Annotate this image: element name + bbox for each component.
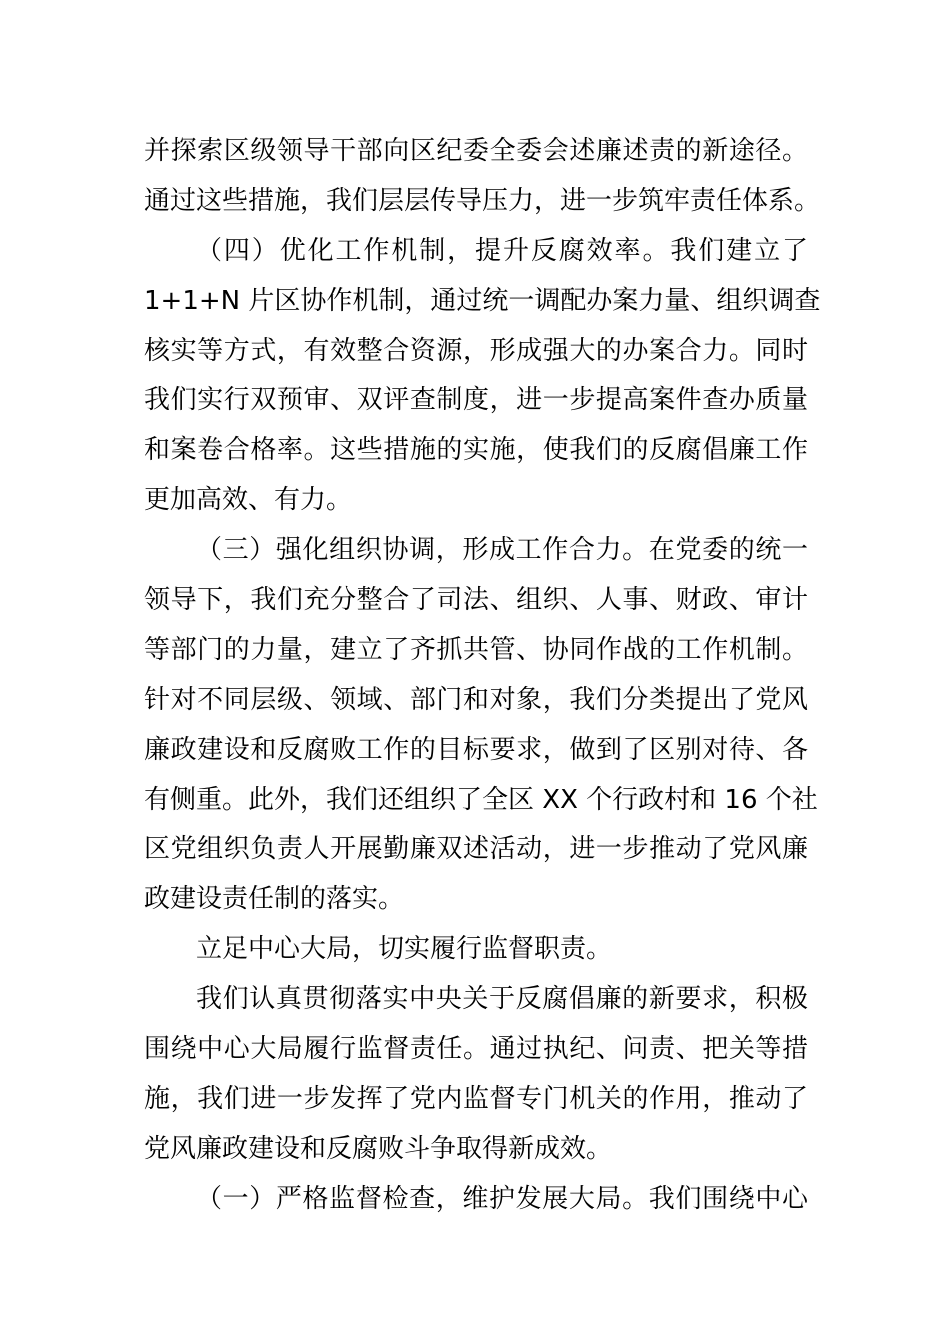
text-line: 廉政建设和反腐败工作的目标要求，做到了区别对待、各	[144, 734, 808, 765]
text-line: 通过这些措施，我们层层传导压力，进一步筑牢责任体系。	[144, 185, 821, 216]
text-line: 和案卷合格率。这些措施的实施，使我们的反腐倡廉工作	[144, 435, 808, 466]
text-line: 1+1+N 片区协作机制，通过统一调配办案力量、组织调查	[144, 285, 821, 316]
text-line: 有侧重。此外，我们还组织了全区 XX 个行政村和 16 个社	[144, 784, 818, 815]
text-line: 围绕中心大局履行监督责任。通过执纪、问责、把关等措	[144, 1034, 808, 1065]
text-line: 我们实行双预审、双评查制度，进一步提高案件查办质量	[144, 385, 808, 416]
text-line: 并探索区级领导干部向区纪委全委会述廉述责的新途径。	[144, 136, 808, 166]
text-line: 我们认真贯彻落实中央关于反腐倡廉的新要求，积极	[196, 984, 808, 1015]
text-line: 政建设责任制的落实。	[144, 884, 405, 915]
text-line: 区党组织负责人开展勤廉双述活动，进一步推动了党风廉	[144, 834, 808, 865]
section-heading-line: （一）严格监督检查，维护发展大局。我们围绕中心	[196, 1183, 808, 1214]
subheading-line: 立足中心大局，切实履行监督职责。	[196, 934, 613, 965]
body-text	[144, 127, 821, 1225]
section-heading-line: （四）优化工作机制，提升反腐效率。我们建立了	[196, 235, 808, 266]
text-line: 等部门的力量，建立了齐抓共管、协同作战的工作机制。	[144, 634, 808, 665]
text-line: 施，我们进一步发挥了党内监督专门机关的作用，推动了	[144, 1083, 808, 1114]
text-line: 党风廉政建设和反腐败斗争取得新成效。	[144, 1133, 613, 1164]
text-line: 更加高效、有力。	[144, 485, 353, 516]
text-line: 领导下，我们充分整合了司法、组织、人事、财政、审计	[144, 585, 808, 616]
section-heading-line: （三）强化组织协调，形成工作合力。在党委的统一	[196, 535, 808, 566]
text-line: 针对不同层级、领域、部门和对象，我们分类提出了党风	[144, 684, 808, 715]
text-line: 核实等方式，有效整合资源，形成强大的办案合力。同时	[144, 335, 808, 366]
